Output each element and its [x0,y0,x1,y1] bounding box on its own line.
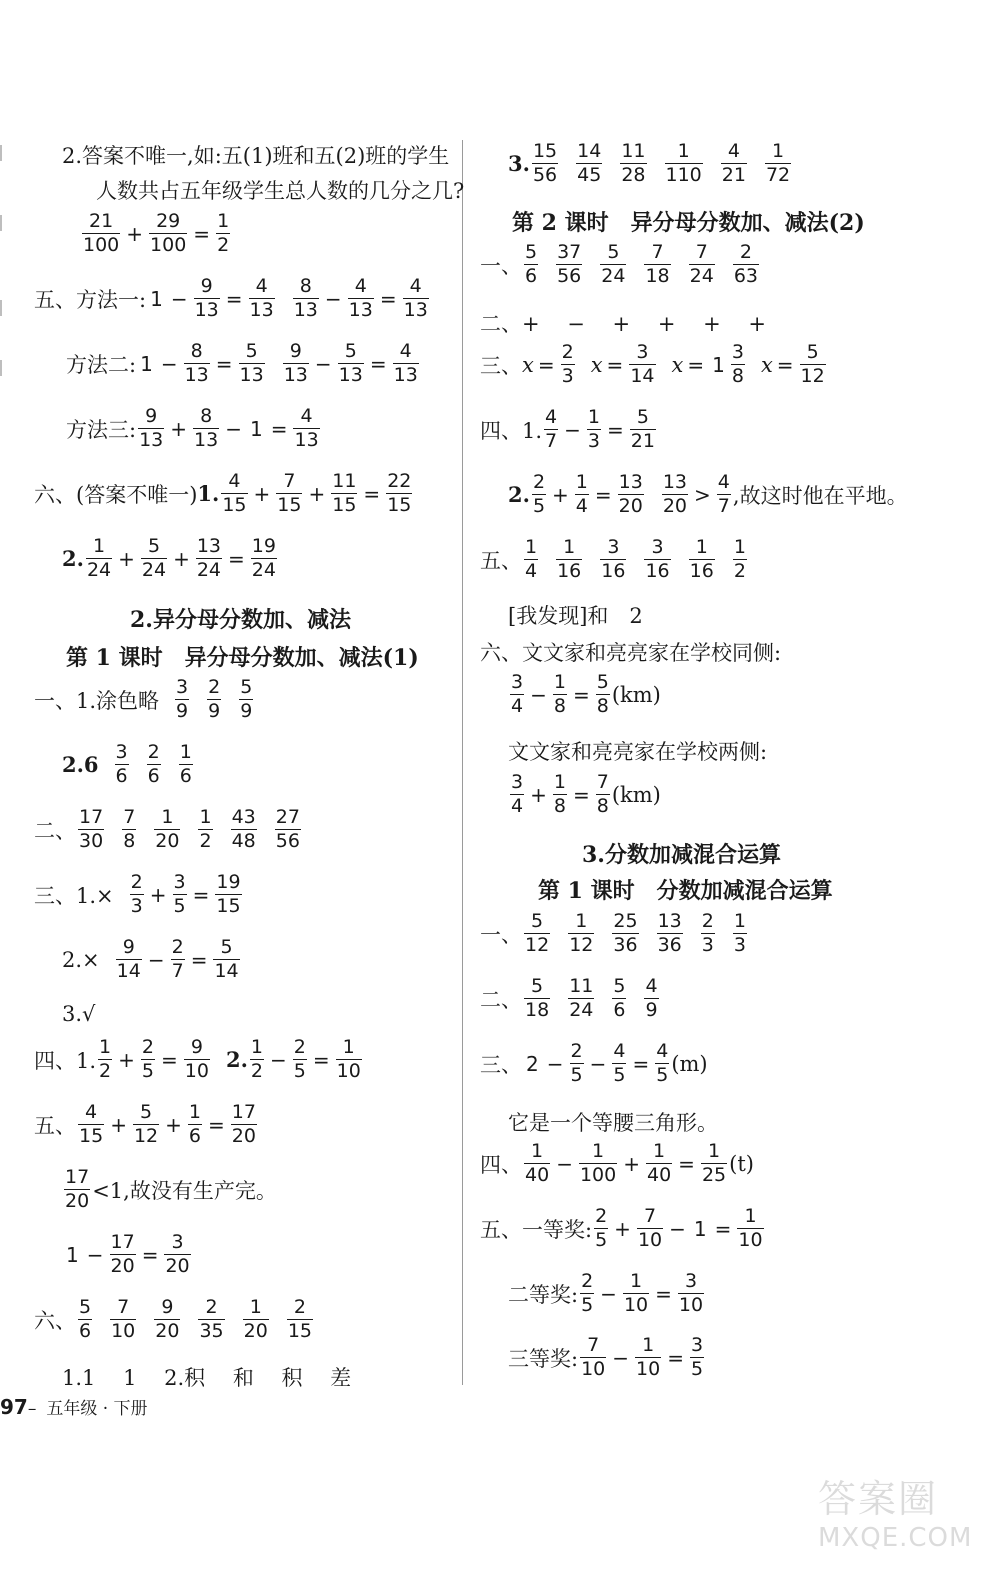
fraction: 4 9 [645,975,658,1021]
fraction: 7 24 [689,241,714,287]
fraction: 8 13 [293,275,318,321]
fraction: 1 110 [665,140,702,186]
fraction: 1 20 [243,1296,268,1342]
fraction: 13 36 [657,910,682,956]
fraction: $\frac{1}{4}$ [575,471,588,517]
fraction: 9 14 [116,936,141,982]
fraction: 21 100 [83,210,120,256]
fraction: $\frac{19}{15}$ [216,871,241,917]
q2-equation: 21 100 + $\frac{29}{100}$ = $\frac{1}{2}$ [83,210,230,256]
fraction: 11 24 [569,975,594,1021]
p5-text: <1,故没有生产完。 [92,1178,277,1203]
scan-edge-mark [0,145,16,161]
scan-edge-mark [0,360,16,376]
fraction: $\frac{2}{5}$ [141,1036,154,1082]
fraction: 1 12 [569,910,594,956]
fraction: 2 9 [208,676,221,722]
fraction: $\frac{1}{10}$ [738,1205,763,1251]
t1-row [480,912,749,955]
s6-label: 六、(答案不唯一) [34,482,198,507]
fraction: $\frac{1}{10}$ [336,1036,361,1082]
fraction: 14 45 [577,140,602,186]
fraction: 37 56 [557,241,582,287]
fraction: 1 20 [155,806,180,852]
fraction: 1 40 [525,1140,550,1186]
t1-label: 一、 [480,922,522,947]
fraction: 5 24 [601,241,626,287]
fraction: 17 30 [79,806,104,852]
p5-equation: 五、 4 15 + $\frac{5}{12}$ + $\frac{1}{6}$ = $\frac{17}{20}$ [34,1101,256,1147]
section-title: 2.异分母分数加、减法 [130,607,351,633]
method3-label: 方法三: [66,417,137,442]
fraction: $\frac{3}{14}$ [630,341,655,387]
fraction: 7 10 [581,1334,606,1380]
fraction: $\frac{7}{8}$ [596,771,609,817]
fraction: 1 16 [557,536,582,582]
lesson-title: 第 1 课时 异分母分数加、减法(1) [66,645,419,671]
s5-method1: 五、方法一: 1 − $\frac{9}{13}$ = $\frac{4}{13}$ 8 13 − $\frac{4}{13}$ = $\frac{4}{13}$ [34,275,428,321]
found-line: [我发现]和 2 [508,604,643,628]
fraction: $\frac{4}{13}$ [348,275,373,321]
t4-label: 四、 [480,1152,522,1177]
fraction: $\frac{1}{100}$ [579,1140,617,1186]
p1-q1 [34,678,255,721]
p1-q2 [62,743,195,786]
fraction: 5 18 [525,975,550,1021]
fraction: 27 56 [275,806,300,852]
t5-first-prize: 五、一等奖: 2 5 + $\frac{7}{10}$ − 1 = $\frac{1}{10}$ [480,1205,763,1251]
fraction: 1 24 [86,535,112,581]
p3-q3: 3.√ [62,1002,96,1026]
fraction: 3 8 [731,341,744,387]
fraction: $\frac{5}{13}$ [338,340,363,386]
p3-q1-label: 三、1.× [34,883,114,908]
p5-conclusion [62,1168,277,1211]
fraction: $\frac{13}{24}$ [196,535,222,581]
p1-label: 一、1.涂色略 [34,688,160,713]
fraction: $\frac{2}{5}$ [570,1040,583,1086]
fraction: 9 20 [155,1296,180,1342]
fraction: 1 16 [689,536,714,582]
scan-edge-mark [0,300,16,316]
s6-q1: 六、(答案不唯一) 1. 4 15 + $\frac{7}{15}$ + $\frac{11}{15}$ = $\frac{22}{15}$ [34,470,412,516]
fraction: 4 7 [717,471,730,517]
r6-line1: 六、文文家和亮亮家在学校同侧: [480,641,782,665]
lesson-title: 第 2 课时 异分母分数加、减法(2) [512,210,865,236]
fraction: $\frac{4}{13}$ [403,275,428,321]
q3-label: 3. [508,151,530,176]
r4-label: 四、1. [480,418,543,443]
fraction: 3 16 [601,536,626,582]
fraction: $\frac{9}{13}$ [194,275,219,321]
fraction: 11 28 [621,140,646,186]
fraction: 25 36 [613,910,638,956]
fraction: 3 6 [115,741,128,787]
fraction: 9 13 [283,340,308,386]
t5-label: 五、一等奖: [480,1217,593,1242]
fraction: 2 5 [595,1205,608,1251]
fraction: 1 2 [99,1036,112,1082]
fraction: 4 21 [721,140,746,186]
q2-line1: 2.答案不唯一,如:五(1)班和五(2)班的学生 [62,144,450,168]
fraction: $\frac{9}{10}$ [184,1036,209,1082]
p1-q2-label: 2.6 [62,752,99,777]
fraction: 7 18 [645,241,670,287]
fraction: 5 6 [613,975,626,1021]
fraction: $\frac{17}{20}$ [110,1231,135,1277]
p6-last-line: 1.1 1 2.积 和 积 差 [62,1366,352,1390]
fraction: 1 4 [525,536,538,582]
section-title: 3.分数加减混合运算 [582,842,781,868]
fraction: 5 12 [525,910,550,956]
fraction: 2 35 [199,1296,224,1342]
fraction: $\frac{4}{5}$ [656,1040,669,1086]
fraction: 4 7 [545,406,558,452]
r5-label: 五、 [480,548,522,573]
fraction: $\frac{5}{8}$ [596,671,609,717]
fraction: $\frac{1}{10}$ [623,1270,649,1316]
fraction: 13 20 [662,471,688,517]
p6-row [34,1298,315,1341]
fraction: 2 15 [287,1296,313,1342]
lesson-title: 第 1 课时 分数加减混合运算 [538,878,833,904]
r4-q1: 四、1. 4 7 − $\frac{1}{3}$ = $\frac{5}{21}$ [480,406,655,452]
fraction: 1 3 [733,910,746,956]
fraction: 1 72 [765,140,791,186]
fraction: 5 6 [79,1296,92,1342]
fraction: $\frac{1}{3}$ [587,406,600,452]
fraction: $\frac{2}{7}$ [171,936,184,982]
fraction: 5 6 [525,241,538,287]
fraction: $\frac{5}{13}$ [239,340,264,386]
t3-text: 它是一个等腰三角形。 [508,1111,718,1135]
fraction: 2 63 [733,241,759,287]
fraction: $\frac{22}{15}$ [387,470,412,516]
fraction: $\frac{3}{20}$ [165,1231,190,1277]
p6-label: 六、 [34,1308,76,1333]
t5-label2: 二等奖: [508,1282,579,1307]
fraction: $\frac{7}{10}$ [637,1205,663,1251]
method2-label: 方法二: [66,352,137,377]
fraction: $\frac{5}{24}$ [141,535,167,581]
fraction: 5 9 [240,676,253,722]
r6-eq1: 3 4 − $\frac{1}{8}$ = $\frac{5}{8}$ (km) [511,671,661,717]
t5-label3: 三等奖: [508,1346,579,1371]
q2-line2: 人数共占五年级学生总人数的几分之几? [96,179,465,203]
fraction: 17 20 [65,1166,90,1212]
fraction: $\frac{19}{24}$ [251,535,276,581]
fraction: 1 2 [199,806,212,852]
fraction: 4 15 [79,1101,104,1147]
p3-q2-label: 2.× [62,947,100,972]
r2-row: 二、+ − + + + + [480,312,766,336]
fraction: 43 48 [231,806,256,852]
r4-q2-text: ,故这时他在平地。 [732,483,908,508]
fraction: 2 3 [130,871,143,917]
t5-third-prize: 三等奖: 7 10 − $\frac{1}{10}$ = $\frac{3}{5}$ [508,1334,704,1380]
r5-row [480,538,749,581]
fraction: $\frac{1}{6}$ [188,1101,201,1147]
r1-label: 一、 [480,253,522,278]
page-footer [0,1394,148,1419]
fraction: $\frac{1}{25}$ [701,1140,727,1186]
r4-q2: 2. 2 5 + $\frac{1}{4}$ = $\frac{13}{20}$ 13 20 > 4 7 ,故这时他在平地。 [508,471,908,517]
r3-row: 三、 x = $\frac{2}{3}$ x = $\frac{3}{14}$ x = 1 3 8 x = $\frac{5}{12}$ [480,341,825,387]
t2-row [480,977,661,1020]
fraction: $\frac{17}{20}$ [231,1101,256,1147]
fraction: $\frac{8}{13}$ [184,340,209,386]
fraction: $\frac{29}{100}$ [150,210,187,256]
fraction: 15 56 [532,140,558,186]
fraction: $\frac{4}{13}$ [249,275,274,321]
fraction: $\frac{1}{40}$ [646,1140,672,1186]
scan-edge-mark [0,215,16,231]
fraction: 2 3 [701,910,714,956]
q3-row [508,142,793,185]
column-divider [462,140,463,1385]
p4-label: 四、1. [34,1048,97,1073]
r3-label: 三、 [480,353,522,378]
fraction: 4 15 [222,470,247,516]
s5-method2: 方法二: 1 − $\frac{8}{13}$ = $\frac{5}{13}$ 9 13 − $\frac{5}{13}$ = $\frac{4}{13}$ [66,340,418,386]
fraction: $\frac{3}{10}$ [678,1270,704,1316]
page-number: 97 [0,1395,28,1419]
fraction: $\frac{1}{2}$ [217,210,230,256]
p5-label: 五、 [34,1113,76,1138]
watermark-logo [818,1468,978,1568]
fraction: 3 4 [511,771,524,817]
fraction: $\frac{3}{5}$ [690,1334,704,1380]
fraction: $\frac{13}{20}$ [618,471,643,517]
t2-label: 二、 [480,987,522,1012]
fraction: 1 6 [179,741,192,787]
t3-label: 三、 [480,1052,522,1077]
fraction: 3 16 [645,536,670,582]
r1-row [480,243,761,286]
fraction: $\frac{2}{5}$ [293,1036,306,1082]
p2-row [34,808,303,851]
p3-q2: 2.× 9 14 − $\frac{2}{7}$ = $\frac{5}{14}$ [62,936,239,982]
t5-second-prize: 二等奖: 2 5 − $\frac{1}{10}$ = $\frac{3}{10}$ [508,1270,704,1316]
p2-label: 二、 [34,818,76,843]
fraction: 1 2 [250,1036,263,1082]
t3-row: 三、 2 − $\frac{2}{5}$ − $\frac{4}{5}$ = $\frac{4}{5}$ (m) [480,1040,708,1086]
footer-dash: – [27,1399,37,1419]
fraction: $\frac{7}{15}$ [277,470,302,516]
fraction: 3 9 [176,676,189,722]
fraction: 9 13 [139,405,164,451]
s6-q2: 2. 1 24 + $\frac{5}{24}$ + $\frac{13}{24}$ = $\frac{19}{24}$ [62,535,276,581]
s5-label: 五、方法一: [34,287,147,312]
p5-equation2: 1 − $\frac{17}{20}$ = $\frac{3}{20}$ [66,1231,190,1277]
watermark-en: MXQE.COM [818,1523,973,1553]
fraction: $\frac{4}{13}$ [393,340,418,386]
fraction: 7 10 [111,1296,136,1342]
fraction: $\frac{5}{21}$ [630,406,655,452]
grade-label: 五年级 · 下册 [46,1399,148,1419]
fraction: 1 2 [733,536,746,582]
fraction: $\frac{5}{12}$ [800,341,825,387]
fraction: $\frac{4}{13}$ [294,405,319,451]
fraction: $\frac{5}{14}$ [214,936,239,982]
fraction: 3 4 [511,671,524,717]
r6-eq2: 3 4 + $\frac{1}{8}$ = $\frac{7}{8}$ (km) [511,771,661,817]
fraction: $\frac{5}{12}$ [133,1101,159,1147]
fraction: 2 5 [581,1270,594,1316]
fraction: $\frac{4}{5}$ [613,1040,626,1086]
fraction: $\frac{3}{5}$ [173,871,186,917]
fraction: $\frac{8}{13}$ [194,405,219,451]
fraction: $\frac{1}{10}$ [636,1334,661,1380]
watermark-cn: 答案圈 [818,1477,939,1521]
fraction: $\frac{2}{3}$ [561,341,574,387]
fraction: $\frac{1}{8}$ [553,671,566,717]
fraction: 7 8 [123,806,136,852]
fraction: $\frac{1}{8}$ [553,771,566,817]
p3-q1: 三、1.× 2 3 + $\frac{3}{5}$ = $\frac{19}{15}$ [34,871,241,917]
fraction: 2 5 [532,471,546,517]
p4-row: 四、1. 1 2 + $\frac{2}{5}$ = $\frac{9}{10}$ 2. 1 2 − $\frac{2}{5}$ = $\frac{1}{10}$ [34,1036,361,1082]
r6-line2: 文文家和亮亮家在学校两侧: [508,740,768,764]
fraction: 2 6 [147,741,160,787]
fraction: $\frac{11}{15}$ [332,470,357,516]
t4-row: 四、 1 40 − $\frac{1}{100}$ + $\frac{1}{40}$ = $\frac{1}{25}$ (t) [480,1140,754,1186]
s5-method3: 方法三: 9 13 + $\frac{8}{13}$ − 1 = $\frac{4}{13}$ [66,405,319,451]
